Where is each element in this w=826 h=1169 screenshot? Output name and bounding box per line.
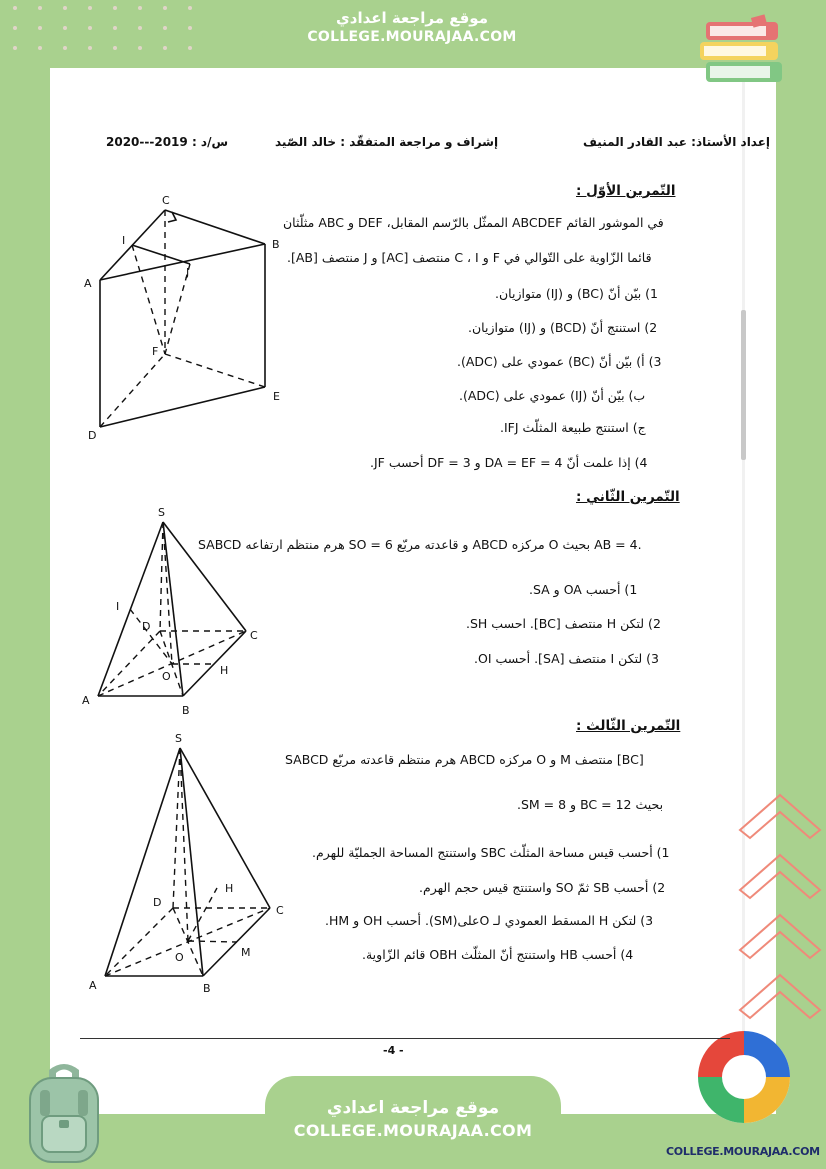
pyramid2-figure xyxy=(85,728,295,998)
site-name-bottom: موقع مراجعة اعدادي xyxy=(326,1098,500,1118)
exercise3-q2: 2) أحسب SB ثمّ SO واستنتج قيس حجم الهرم. xyxy=(419,880,666,895)
pyramid1-label-c: C xyxy=(250,629,258,642)
exercise2-title: التّمرين الثّاني : xyxy=(576,489,680,505)
prism-label-a: A xyxy=(84,277,92,290)
logo-caption[interactable]: COLLEGE.MOURAJAA.COM xyxy=(666,1145,820,1158)
exercise3-title: التّمرين الثّالث : xyxy=(576,718,681,734)
prism-label-j: J xyxy=(186,266,190,279)
pyramid1-label-d: D xyxy=(142,620,151,633)
pyramid1-label-i: I xyxy=(116,600,120,613)
pyramid1-label-s: S xyxy=(158,506,165,519)
prism-label-d: D xyxy=(88,429,97,442)
exercise2-q1: 1) أحسب OA و SA. xyxy=(529,582,638,597)
teacher-name: إعداد الأستاذ: عبد القادر المنيف xyxy=(583,135,771,149)
pyramid2-label-c: C xyxy=(276,904,284,917)
exercise3-q4: 4) أحسب HB واستنتج أنّ المثلّث OBH قائم الزّاوية. xyxy=(362,947,634,962)
prism-label-i: I xyxy=(122,234,126,247)
exercise1-q3a: 3) أ) بيّن أنّ (BC) عمودي على (ADC). xyxy=(457,354,662,369)
pyramid2-label-o: O xyxy=(175,951,184,964)
prism-label-b: B xyxy=(272,238,280,251)
exercise3-intro1: SABCD هرم منتظم قاعدته مربّع ABCD مركزه O و M منتصف [BC] xyxy=(285,752,644,767)
exercise2-intro: SABCD هرم منتظم ارتفاعه SO = 6 و قاعدته مربّع ABCD مركزه O بحيث AB = 4. xyxy=(198,537,642,552)
pyramid1-label-b: B xyxy=(182,704,190,717)
exercise2-q3: 3) لتكن I منتصف [SA]. أحسب OI. xyxy=(474,651,659,666)
footer-divider xyxy=(80,1038,730,1039)
supervisor-name: إشراف و مراجعة المتفقّد : خالد الصّيد xyxy=(275,135,499,149)
exercise1-q3c: ج) استنتج طبيعة المثلّث IFJ. xyxy=(500,420,646,435)
pyramid2-label-b: B xyxy=(203,982,211,995)
pyramid1-figure xyxy=(78,506,278,721)
exercise3-intro2: بحيث BC = 12 و SM = 8. xyxy=(517,797,664,812)
pyramid2-label-m: M xyxy=(241,946,251,959)
exercise1-q3b: ب) بيّن أنّ (IJ) عمودي على (ADC). xyxy=(459,388,646,403)
pyramid2-label-a: A xyxy=(89,979,97,992)
pyramid2-label-d: D xyxy=(153,896,162,909)
exercise3-q1: 1) أحسب قيس مساحة المثلّث SBC واستنتج المساحة الجمليّة للهرم. xyxy=(312,845,670,860)
site-name: موقع مراجعة اعدادي xyxy=(336,9,488,27)
exercise1-q2: 2) استنتج أنّ (BCD) و (IJ) متوازيان. xyxy=(468,320,658,335)
school-year: س/د : 2019---2020 xyxy=(106,135,229,149)
exercise1-q1: 1) بيّن أنّ (BC) و (IJ) متوازيان. xyxy=(495,286,658,301)
prism-label-c: C xyxy=(162,194,170,207)
pyramid1-label-h: H xyxy=(220,664,229,677)
exercise1-q4: 4) إذا علمت أنّ DA = EF = 4 و DF = 3 أحسب JF. xyxy=(370,455,648,470)
page-number: -4 - xyxy=(383,1044,404,1057)
exercise3-q3: 3) لتكن H المسقط العمودي لـ Oعلى(SM). أحسب OH و HM. xyxy=(325,913,654,928)
pyramid2-label-s: S xyxy=(175,732,182,745)
pyramid2-label-h: H xyxy=(225,882,234,895)
exercise1-intro2: قائما الزّاوية على التّوالي في F و C ، I منتصف [AC] و J منتصف [AB]. xyxy=(287,250,652,265)
pyramid1-label-a: A xyxy=(82,694,90,707)
exercise1-title: التّمرين الأوّل : xyxy=(576,183,676,199)
site-url[interactable]: COLLEGE.MOURAJAA.COM xyxy=(307,29,517,45)
exercise2-q2: 2) لتكن H منتصف [BC]. احسب SH. xyxy=(466,616,661,631)
prism-label-f: F xyxy=(152,345,159,358)
pyramid1-label-o: O xyxy=(162,670,171,683)
prism-figure xyxy=(80,192,290,442)
prism-label-e: E xyxy=(273,390,280,403)
exercise1-intro1: في الموشور القائم ABCDEF الممثّل بالرّسم المقابل، DEF و ABC مثلّثان xyxy=(283,215,664,230)
site-url-bottom[interactable]: COLLEGE.MOURAJAA.COM xyxy=(293,1121,533,1140)
